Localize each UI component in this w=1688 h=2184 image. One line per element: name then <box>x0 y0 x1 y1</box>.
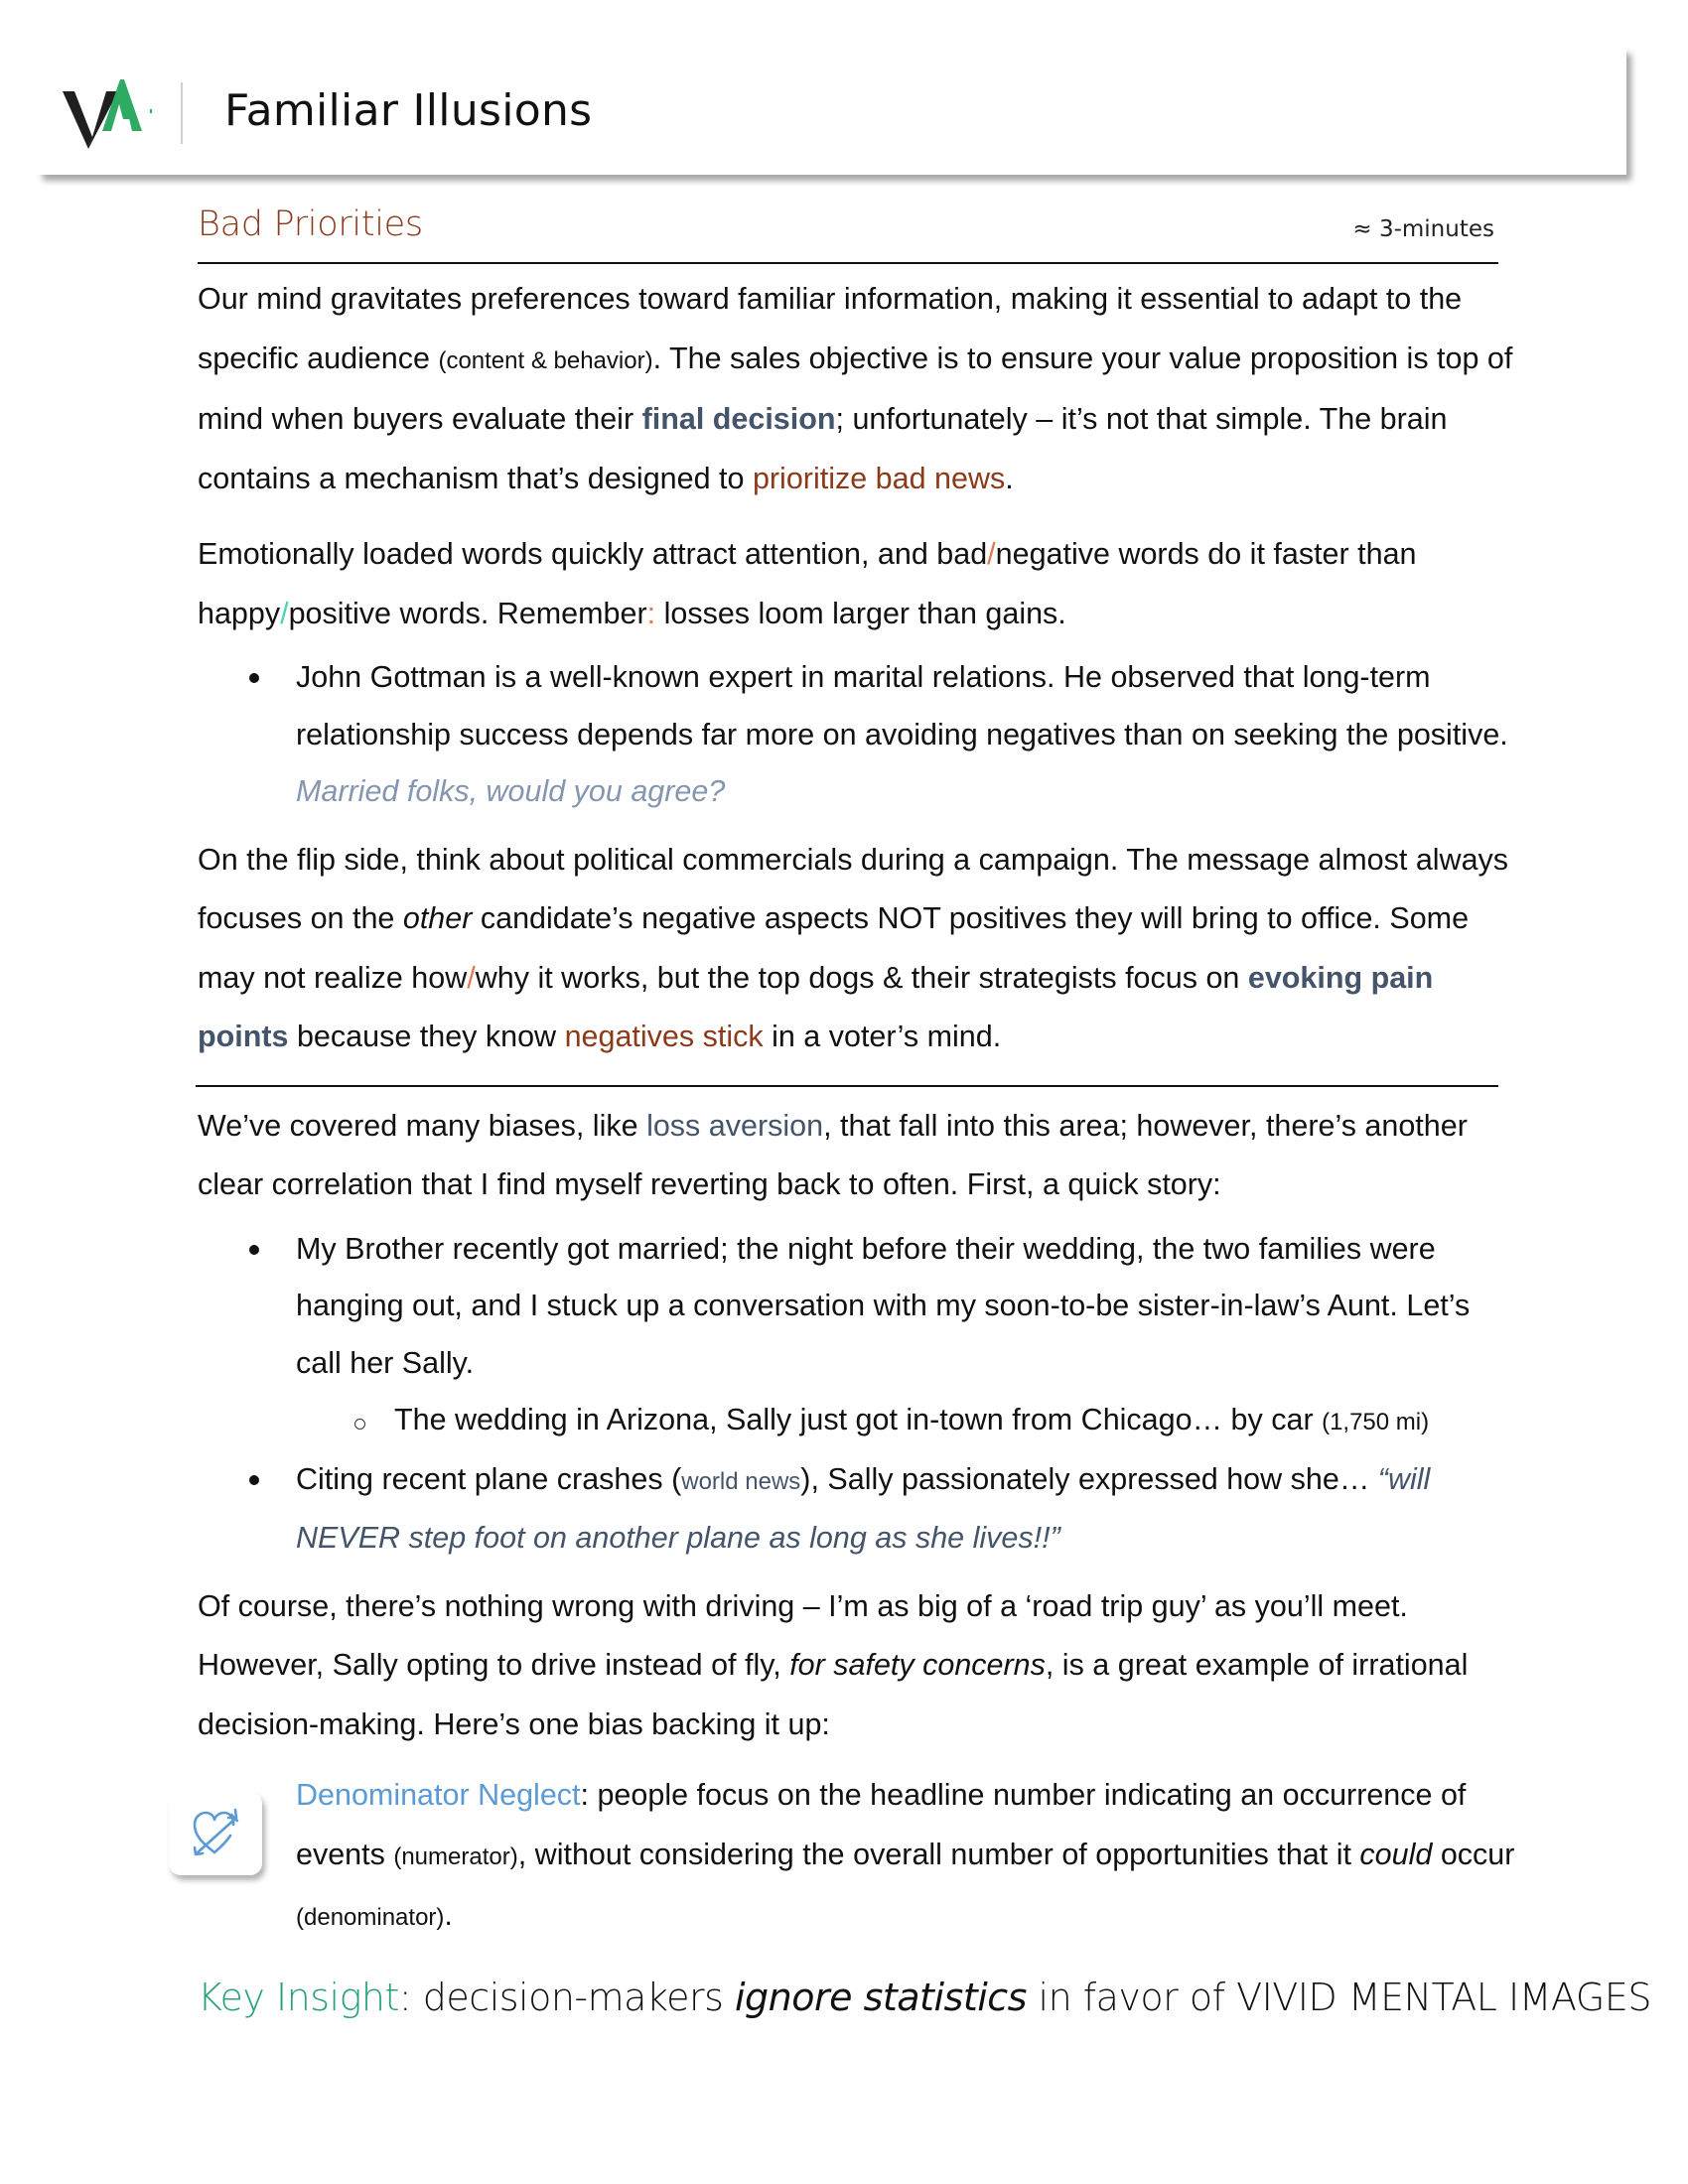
key-insight-label: Key Insight <box>198 1976 399 2019</box>
logo-divider <box>181 82 183 144</box>
document-body <box>198 270 1518 1948</box>
emphasis-evoking-pain-points: evoking pain points <box>198 960 1434 1053</box>
aside-question: Married folks, would you agree? <box>296 774 726 808</box>
sub-list-item: The wedding in Arizona, Sally just got in-town from Chicago… by car (1,750 mi) <box>296 1392 1518 1451</box>
emphasis-final-decision: final decision <box>641 402 836 436</box>
sub-bullet-icon <box>354 1419 365 1430</box>
bias-icon-card <box>169 1792 262 1875</box>
key-insight: Key Insight: decision-makers ignore statistics in favor of VIVID MENTAL IMAGES <box>198 1976 1651 2019</box>
story-sublist <box>296 1392 1518 1451</box>
va-logo-icon <box>63 79 154 151</box>
section-title: Bad Priorities <box>198 205 423 244</box>
list-item: John Gottman is a well-known expert in marital relations. He observed that long-term relationship success depends far more on avoiding negatives than on seeking the positive. Married folks, would you agree? <box>198 649 1518 821</box>
paragraph-road-trip: Of course, there’s nothing wrong with driving – I’m as big of a ‘road trip guy’ as you’ll meet. However, Sally opting to drive instead of fly, for safety concerns, is a great example of irrational decision-making. Here’s one bias backing it up: <box>198 1588 1469 1741</box>
bias-text: Denominator Neglect: people focus on the headline number indicating an occurrence of events (numerator), without considering the overall number of opportunities that it could occur (denominator). <box>296 1778 1515 1932</box>
document-header <box>38 48 1626 175</box>
bias-term: Denominator Neglect <box>296 1778 581 1812</box>
emphasis-prioritize-bad-news: prioritize bad news <box>752 461 1006 495</box>
paragraph-biases: We’ve covered many biases, like loss aversion, that fall into this area; however, there’s another clear correlation that I find myself reverting back to often. First, a quick story: <box>198 1108 1468 1201</box>
bullet-icon <box>249 1245 259 1255</box>
paragraph-political-ads: On the flip side, think about political commercials during a campaign. The message almost always focuses on the other candidate’s negative aspects NOT positives they will bring to office. Some may not realize how/why it works, but the top dogs & their strategists focus on evoking pain points because they know negatives stick in a voter’s mind. <box>198 842 1509 1053</box>
story-list <box>198 1221 1518 1568</box>
heart-with-arrow-icon <box>191 1806 242 1859</box>
bullet-icon <box>249 1475 259 1485</box>
bullet-icon <box>249 673 259 683</box>
sally-quote: “will NEVER step foot on another plane as long as she lives!!” <box>296 1461 1431 1555</box>
paragraph-emotional-words: Emotionally loaded words quickly attract attention, and bad/negative words do it faster than happy/positive words. Remember: losses loom larger than gains. <box>198 537 1417 630</box>
link-loss-aversion[interactable]: loss aversion <box>646 1108 824 1143</box>
paragraph-intro: Our mind gravitates preferences toward familiar information, making it essential to adapt to the specific audience (content & behavior). The sales objective is to ensure your value proposition is top of mind when buyers evaluate their final decision; unfortunately – it’s not that simple. The brain contains a mechanism that’s designed to prioritize bad news. <box>198 282 1513 495</box>
list-item: Citing recent plane crashes (world news), Sally passionately expressed how she… “will NEVER step foot on another plane as long as she lives!!” <box>198 1451 1518 1568</box>
section-heading <box>198 203 1498 264</box>
read-time-label: ≈ 3-minutes <box>1352 216 1494 242</box>
list-item: My Brother recently got married; the night before their wedding, the two families were hanging out, and I stuck up a conversation with my soon-to-be sister-in-law’s Aunt. Let’s call her Sally. The wedding in Arizona, Sally just got in-town from Chicago… by car (1,750 mi) <box>198 1221 1518 1451</box>
emphasis-negatives-stick: negatives stick <box>564 1020 764 1053</box>
gottman-list <box>198 649 1518 821</box>
section-divider <box>196 1085 1498 1087</box>
bias-definition <box>198 1766 1518 1948</box>
document-title: Familiar Illusions <box>224 85 593 136</box>
